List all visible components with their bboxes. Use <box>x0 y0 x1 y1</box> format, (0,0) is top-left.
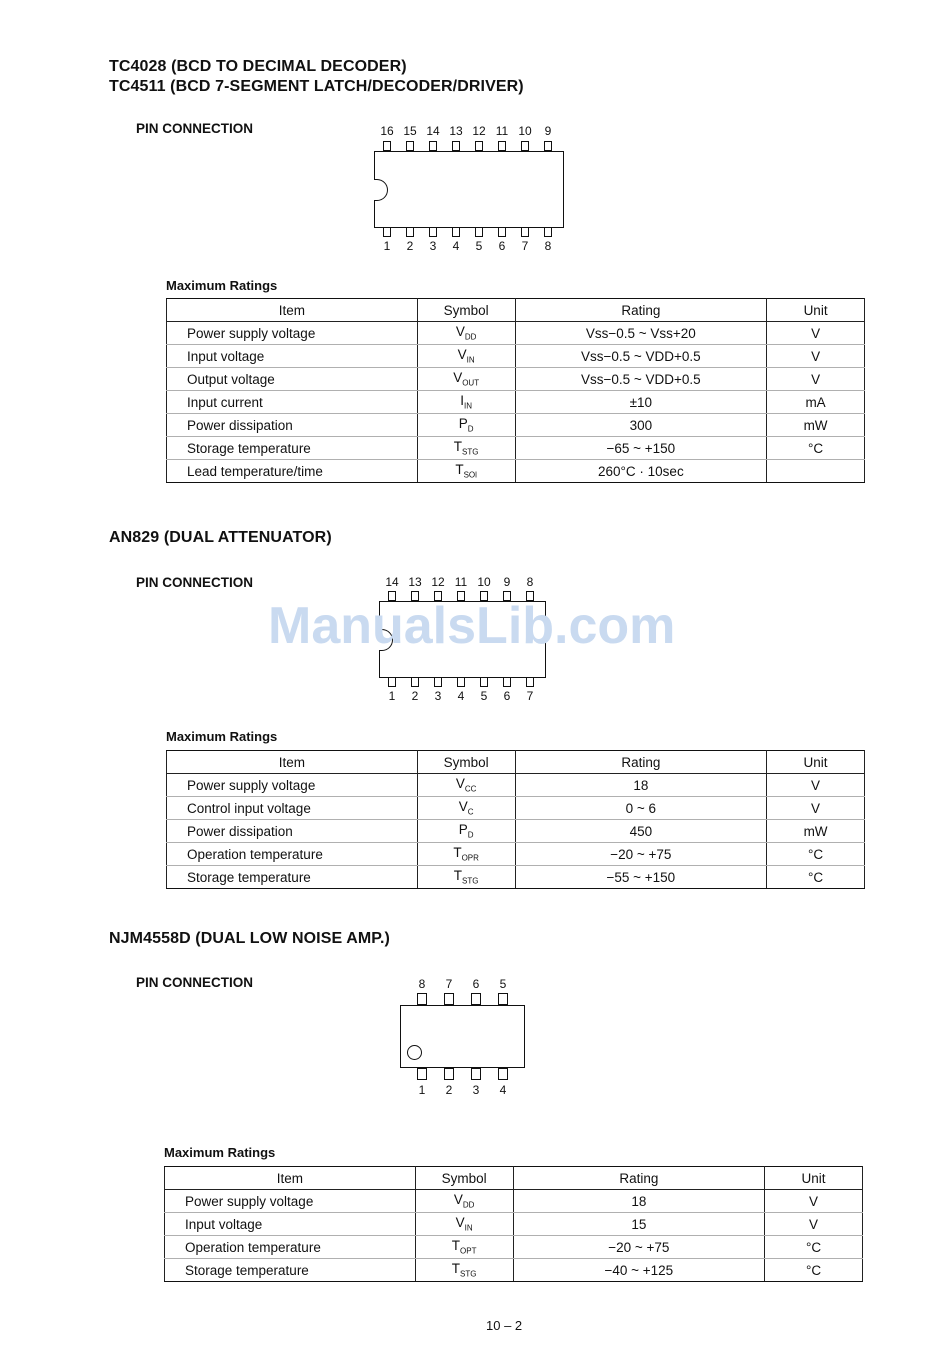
pin-number: 2 <box>445 1083 453 1097</box>
header-symbol: Symbol <box>417 299 515 322</box>
table-header-row <box>167 751 865 774</box>
pin-number: 4 <box>499 1083 507 1097</box>
item-cell: Input voltage <box>165 1213 416 1236</box>
maximum-ratings-label: Maximum Ratings <box>164 1145 276 1160</box>
unit-cell: V <box>765 1190 863 1213</box>
pin-number: 8 <box>544 239 552 253</box>
item-cell: Input voltage <box>167 345 418 368</box>
header-item: Item <box>167 751 418 774</box>
item-cell: Storage temperature <box>165 1259 416 1282</box>
item-cell: Lead temperature/time <box>167 460 418 483</box>
pin-number: 11 <box>454 575 468 589</box>
section-title-an829: AN829 (DUAL ATTENUATOR) <box>109 529 332 546</box>
ratings-table-njm4558d <box>164 1166 863 1282</box>
pin-number: 6 <box>498 239 506 253</box>
unit-cell: °C <box>767 866 865 889</box>
table-header-row <box>165 1167 863 1190</box>
pin-number: 15 <box>403 124 417 138</box>
pin-number: 1 <box>383 239 391 253</box>
pin-number: 12 <box>472 124 486 138</box>
dip8-pin-diagram <box>395 975 535 1100</box>
symbol-cell: $V_C$ <box>417 797 515 820</box>
pin-number: 6 <box>503 689 511 703</box>
unit-cell: °C <box>765 1259 863 1282</box>
rating-cell: −40 ~ +125 <box>513 1259 765 1282</box>
pin-number: 14 <box>426 124 440 138</box>
rating-cell: Vss−0.5 ~ VDD+0.5 <box>515 368 767 391</box>
rating-cell: −20 ~ +75 <box>515 843 767 866</box>
table-row <box>167 391 865 414</box>
table-row <box>167 368 865 391</box>
symbol-cell: $I_{IN}$ <box>417 391 515 414</box>
pin-number: 16 <box>380 124 394 138</box>
header-unit: Unit <box>767 299 865 322</box>
pin-number: 7 <box>521 239 529 253</box>
header-rating: Rating <box>515 751 767 774</box>
watermark: ManualsLib.com <box>268 597 676 655</box>
rating-cell: −65 ~ +150 <box>515 437 767 460</box>
pin-number: 5 <box>480 689 488 703</box>
item-cell: Input current <box>167 391 418 414</box>
pin-number: 3 <box>472 1083 480 1097</box>
header-symbol: Symbol <box>415 1167 513 1190</box>
symbol-cell: $T_{STG}$ <box>417 437 515 460</box>
maximum-ratings-label: Maximum Ratings <box>166 729 278 744</box>
section-title-tc4028: TC4028 (BCD TO DECIMAL DECODER) <box>109 58 407 75</box>
maximum-ratings-label: Maximum Ratings <box>166 278 278 293</box>
item-cell: Operation temperature <box>167 843 418 866</box>
header-rating: Rating <box>515 299 767 322</box>
pin-number: 12 <box>431 575 445 589</box>
rating-cell: 260°C · 10sec <box>515 460 767 483</box>
item-cell: Storage temperature <box>167 437 418 460</box>
header-item: Item <box>165 1167 416 1190</box>
symbol-cell: $V_{IN}$ <box>417 345 515 368</box>
symbol-cell: $T_{OPR}$ <box>417 843 515 866</box>
table-row <box>167 437 865 460</box>
pin-number: 2 <box>411 689 419 703</box>
pin-number: 1 <box>388 689 396 703</box>
section-title-tc4511: TC4511 (BCD 7-SEGMENT LATCH/DECODER/DRIVER) <box>109 78 524 95</box>
pin-number: 6 <box>472 977 480 991</box>
symbol-cell: $T_{OPT}$ <box>415 1236 513 1259</box>
pin-number: 13 <box>449 124 463 138</box>
symbol-cell: $T_{SOl}$ <box>417 460 515 483</box>
header-rating: Rating <box>513 1167 765 1190</box>
pin-number: 11 <box>495 124 509 138</box>
header-unit: Unit <box>765 1167 863 1190</box>
unit-cell: mA <box>767 391 865 414</box>
header-item: Item <box>167 299 418 322</box>
symbol-cell: $V_{DD}$ <box>417 322 515 345</box>
item-cell: Power supply voltage <box>167 322 418 345</box>
table-row <box>167 774 865 797</box>
unit-cell: °C <box>765 1236 863 1259</box>
symbol-cell: $V_{DD}$ <box>415 1190 513 1213</box>
unit-cell: V <box>767 797 865 820</box>
page-number: 10 – 2 <box>486 1318 523 1333</box>
pin-number: 3 <box>429 239 437 253</box>
unit-cell: °C <box>767 843 865 866</box>
symbol-cell: $V_{IN}$ <box>415 1213 513 1236</box>
table-row <box>167 866 865 889</box>
item-cell: Output voltage <box>167 368 418 391</box>
pin1-marker-circle <box>407 1045 422 1060</box>
pin-number: 14 <box>385 575 399 589</box>
table-row <box>167 460 865 483</box>
item-cell: Storage temperature <box>167 866 418 889</box>
ratings-table-an829 <box>166 750 865 889</box>
header-symbol: Symbol <box>417 751 515 774</box>
unit-cell: V <box>767 345 865 368</box>
pin-number: 13 <box>408 575 422 589</box>
item-cell: Power dissipation <box>167 414 418 437</box>
symbol-cell: $V_{CC}$ <box>417 774 515 797</box>
item-cell: Control input voltage <box>167 797 418 820</box>
unit-cell: mW <box>767 820 865 843</box>
item-cell: Power supply voltage <box>167 774 418 797</box>
rating-cell: 0 ~ 6 <box>515 797 767 820</box>
symbol-cell: $T_{STG}$ <box>417 866 515 889</box>
table-row <box>167 345 865 368</box>
unit-cell: mW <box>767 414 865 437</box>
header-unit: Unit <box>767 751 865 774</box>
pin-number: 9 <box>544 124 552 138</box>
pin-number: 4 <box>457 689 465 703</box>
pin-number: 8 <box>526 575 534 589</box>
rating-cell: 450 <box>515 820 767 843</box>
pin-number: 3 <box>434 689 442 703</box>
table-row <box>167 414 865 437</box>
rating-cell: ±10 <box>515 391 767 414</box>
rating-cell: 300 <box>515 414 767 437</box>
pin-number: 9 <box>503 575 511 589</box>
section-title-njm4558d: NJM4558D (DUAL LOW NOISE AMP.) <box>109 930 390 947</box>
table-row <box>167 820 865 843</box>
pin-number: 10 <box>518 124 532 138</box>
ratings-table-tc4028 <box>166 298 865 483</box>
rating-cell: 18 <box>513 1190 765 1213</box>
table-row <box>167 322 865 345</box>
pin-connection-label: PIN CONNECTION <box>136 575 254 590</box>
unit-cell: °C <box>767 437 865 460</box>
table-row <box>167 797 865 820</box>
pin-number: 4 <box>452 239 460 253</box>
symbol-cell: $P_D$ <box>417 414 515 437</box>
pin-number: 8 <box>418 977 426 991</box>
dip16-pin-diagram <box>360 120 580 260</box>
symbol-cell: $V_{OUT}$ <box>417 368 515 391</box>
item-cell: Power supply voltage <box>165 1190 416 1213</box>
symbol-cell: $T_{STG}$ <box>415 1259 513 1282</box>
rating-cell: 18 <box>515 774 767 797</box>
rating-cell: −20 ~ +75 <box>513 1236 765 1259</box>
ic-body <box>374 151 564 228</box>
rating-cell: 15 <box>513 1213 765 1236</box>
unit-cell: V <box>767 322 865 345</box>
pin-connection-label: PIN CONNECTION <box>136 975 254 990</box>
table-row <box>165 1236 863 1259</box>
item-cell: Power dissipation <box>167 820 418 843</box>
unit-cell: V <box>765 1213 863 1236</box>
pin-number: 1 <box>418 1083 426 1097</box>
pin-number: 10 <box>477 575 491 589</box>
item-cell: Operation temperature <box>165 1236 416 1259</box>
symbol-cell: $P_D$ <box>417 820 515 843</box>
pin-number: 7 <box>526 689 534 703</box>
table-row <box>165 1213 863 1236</box>
pin-number: 5 <box>499 977 507 991</box>
unit-cell <box>767 460 865 483</box>
pin-number: 5 <box>475 239 483 253</box>
pin-number: 7 <box>445 977 453 991</box>
unit-cell: V <box>767 774 865 797</box>
table-row <box>165 1190 863 1213</box>
pin-number: 2 <box>406 239 414 253</box>
table-row <box>167 843 865 866</box>
pin-connection-label: PIN CONNECTION <box>136 121 254 136</box>
table-header-row <box>167 299 865 322</box>
rating-cell: −55 ~ +150 <box>515 866 767 889</box>
table-row <box>165 1259 863 1282</box>
unit-cell: V <box>767 368 865 391</box>
rating-cell: Vss−0.5 ~ VDD+0.5 <box>515 345 767 368</box>
rating-cell: Vss−0.5 ~ Vss+20 <box>515 322 767 345</box>
